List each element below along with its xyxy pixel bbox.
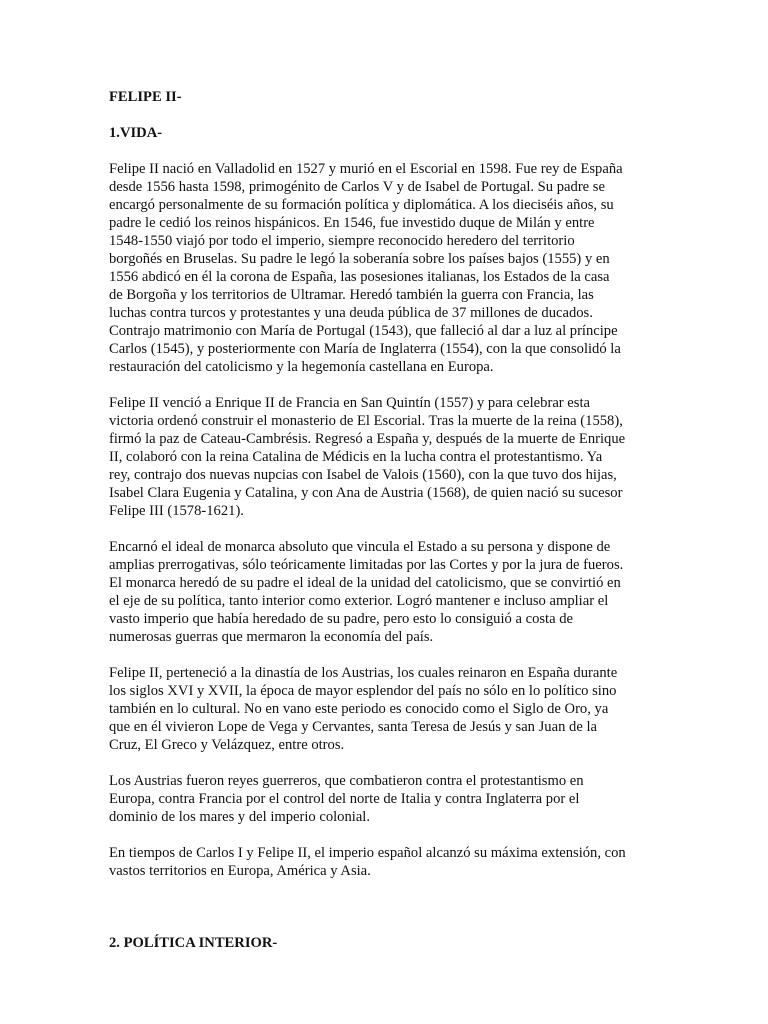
paragraph-line: numerosas guerras que mermaron la economía del país.	[109, 629, 434, 645]
body-paragraph	[109, 394, 661, 520]
paragraph-line: Europa, contra Francia por el control del norte de Italia y contra Inglaterra por el	[109, 791, 580, 807]
paragraph-line: que en él vivieron Lope de Vega y Cervantes, santa Teresa de Jesús y san Juan de la	[109, 719, 597, 735]
paragraph-line: Felipe II nació en Valladolid en 1527 y murió en el Escorial en 1598. Fue rey de España	[109, 161, 623, 177]
section-heading-politica-interior: 2. POLÍTICA INTERIOR-	[109, 935, 278, 951]
paragraph-line: padre le cedió los reinos hispánicos. En 1546, fue investido duque de Milán y entre	[109, 215, 595, 231]
paragraph-line: El monarca heredó de su padre el ideal de la unidad del catolicismo, que se convirtió en	[109, 575, 621, 591]
paragraph-line: amplias prerrogativas, sólo teóricamente limitadas por las Cortes y por la jura de fueros.	[109, 557, 624, 573]
paragraph-list	[109, 160, 661, 880]
paragraph-line: 1556 abdicó en él la corona de España, las posesiones italianas, los Estados de la casa	[109, 269, 610, 285]
paragraph-line: Encarnó el ideal de monarca absoluto que vincula el Estado a su persona y dispone de	[109, 539, 611, 555]
body-paragraph	[109, 160, 661, 376]
section-heading-vida: 1.VIDA-	[109, 125, 163, 141]
paragraph-line: Isabel Clara Eugenia y Catalina, y con Ana de Austria (1568), de quien nació su sucesor	[109, 485, 623, 501]
body-paragraph	[109, 844, 661, 880]
paragraph-line: Felipe III (1578-1621).	[109, 503, 244, 519]
document-body	[109, 88, 661, 952]
paragraph-line: Cruz, El Greco y Velázquez, entre otros.	[109, 737, 345, 753]
document-title: FELIPE II-	[109, 89, 182, 105]
paragraph-line: Carlos (1545), y posteriormente con María de Inglaterra (1554), con la que consolidó la	[109, 341, 621, 357]
paragraph-line: el eje de su política, tanto interior como exterior. Logró mantener e incluso ampliar el	[109, 593, 609, 609]
paragraph-line: vasto imperio que había heredado de su padre, pero esto lo consiguió a costa de	[109, 611, 574, 627]
body-paragraph	[109, 772, 661, 826]
paragraph-line: Felipe II venció a Enrique II de Francia en San Quintín (1557) y para celebrar esta	[109, 395, 590, 411]
paragraph-line: En tiempos de Carlos I y Felipe II, el imperio español alcanzó su máxima extensión, con	[109, 845, 626, 861]
paragraph-line: desde 1556 hasta 1598, primogénito de Carlos V y de Isabel de Portugal. Su padre se	[109, 179, 605, 195]
paragraph-line: también en lo cultural. No en vano este periodo es conocido como el Siglo de Oro, ya	[109, 701, 609, 717]
paragraph-line: de Borgoña y los territorios de Ultramar. Heredó también la guerra con Francia, las	[109, 287, 594, 303]
paragraph-line: luchas contra turcos y protestantes y una deuda pública de 37 millones de ducados.	[109, 305, 593, 321]
paragraph-line: Los Austrias fueron reyes guerreros, que combatieron contra el protestantismo en	[109, 773, 584, 789]
paragraph-line: Felipe II, perteneció a la dinastía de los Austrias, los cuales reinaron en España durante	[109, 665, 618, 681]
paragraph-line: restauración del catolicismo y la hegemonía castellana en Europa.	[109, 359, 494, 375]
paragraph-line: 1548-1550 viajó por todo el imperio, siempre reconocido heredero del territorio	[109, 233, 575, 249]
paragraph-line: encargó personalmente de su formación política y diplomática. A los dieciséis años, su	[109, 197, 614, 213]
paragraph-line: II, colaboró con la reina Catalina de Médicis en la lucha contra el protestantismo. Ya	[109, 449, 603, 465]
paragraph-line: borgoñés en Bruselas. Su padre le legó la soberanía sobre los países bajos (1555) y en	[109, 251, 610, 267]
body-paragraph	[109, 664, 661, 754]
body-paragraph	[109, 538, 661, 646]
paragraph-line: rey, contrajo dos nuevas nupcias con Isabel de Valois (1560), con la que tuvo dos hijas,	[109, 467, 617, 483]
paragraph-line: victoria ordenó construir el monasterio de El Escorial. Tras la muerte de la reina (1558),	[109, 413, 623, 429]
paragraph-line: dominio de los mares y del imperio colonial.	[109, 809, 371, 825]
paragraph-line: firmó la paz de Cateau-Cambrésis. Regresó a España y, después de la muerte de Enrique	[109, 431, 626, 447]
paragraph-line: los siglos XVI y XVII, la época de mayor esplendor del país no sólo en lo político sino	[109, 683, 617, 699]
paragraph-line: vastos territorios en Europa, América y Asia.	[109, 863, 371, 879]
paragraph-line: Contrajo matrimonio con María de Portugal (1543), que falleció al dar a luz al príncipe	[109, 323, 618, 339]
